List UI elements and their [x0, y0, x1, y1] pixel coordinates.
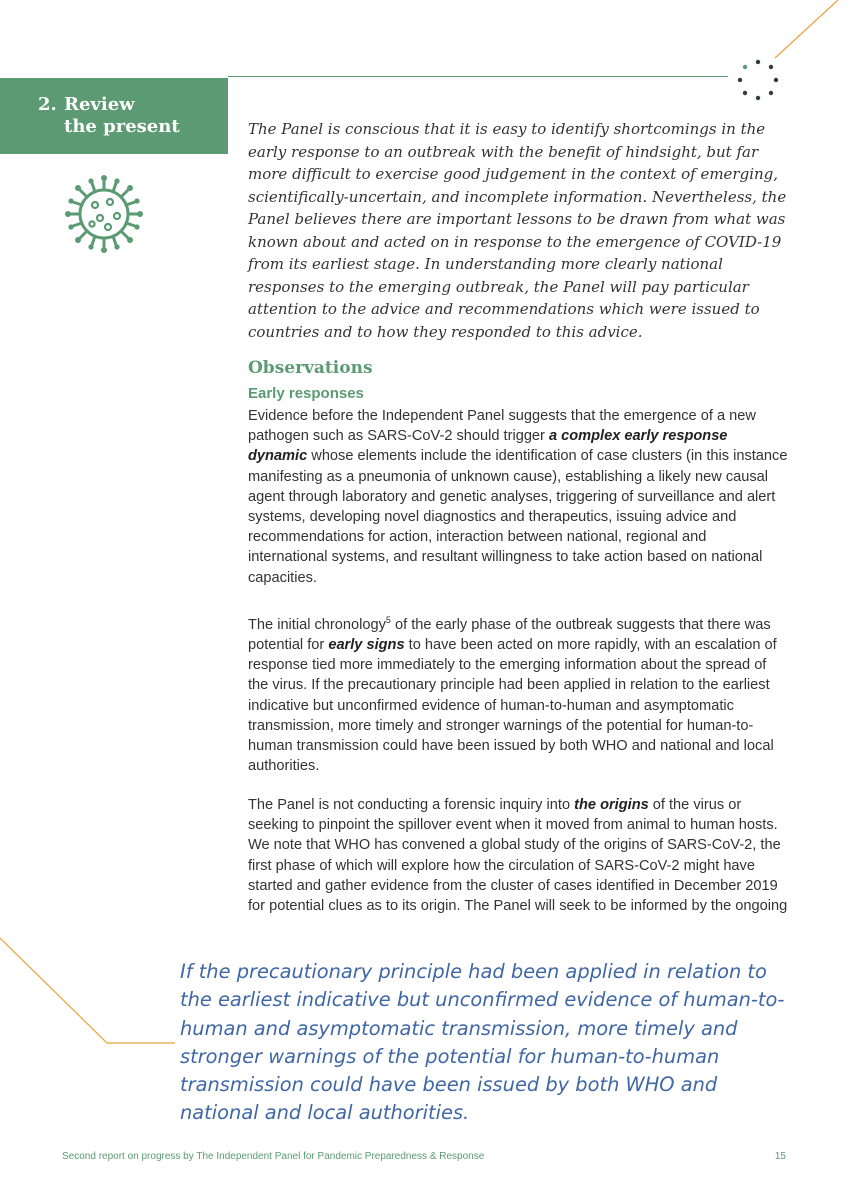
footnote-ref[interactable]: 5: [385, 615, 391, 625]
p1-text-c: whose elements include the identification of case clusters (in this instance manifesting as a pneumonia of unknown cause), establishing a likely new causal agent through laboratory and genetic analyses, triggering of surveillance and alert systems, developing novel diagnostics and therapeutics, issuing advice and recommendations for action, interaction between national, regional and international systems, and resultant willingness to take action based on national capacities.: [248, 448, 788, 586]
section-tab: [0, 78, 228, 154]
section-number: 2.: [38, 94, 57, 115]
early-responses-heading: Early responses: [248, 385, 364, 402]
p2-text-b: of the early phase of the outbreak suggests that there was potential for: [248, 616, 771, 654]
section-title-line2: the present: [64, 116, 180, 137]
header-rule: [228, 76, 728, 77]
p2-text-a: The initial chronology: [248, 616, 386, 633]
footer-text: Second report on progress by The Independent Panel for Pandemic Preparedness & Response: [62, 1151, 485, 1162]
p3-text-a: The Panel is not conducting a forensic inquiry into: [248, 797, 575, 813]
p3-text-c: of the virus or seeking to pinpoint the spillover event when it moved from animal to human hosts. We note that WHO has convened a global study of the origins of SARS-CoV-2, the first phase of which will explore how the circulation of SARS-CoV-2 might have started and gather evidence from the cluster of cases identified in December 2019 for potential clues as to its origin. The Panel will seek to be informed by the ongoing: [248, 797, 788, 915]
virus-icon: [62, 172, 146, 256]
page-number: 15: [774, 1151, 786, 1162]
page-footer: [62, 1151, 786, 1162]
body-paragraph-3: [248, 795, 788, 916]
observations-heading: Observations: [248, 358, 373, 378]
p3-emphasis: the origins: [574, 797, 649, 813]
section-title-line1: Review: [64, 94, 135, 115]
p2-emphasis: early signs: [328, 637, 405, 654]
intro-paragraph: The Panel is conscious that it is easy to identify shortcomings in the early response to an outbreak with the benefit of hindsight, but far more difficult to exercise good judgement in the context of emerging, scientifically-uncertain, and incomplete information. Nevertheless, the Panel believes there are important lessons to be drawn from what was known about and acted on in response to the emergence of COVID-19 from its earliest stage. In understanding more clearly national responses to the emerging outbreak, the Panel will pay particular attention to the advice and recommendations which were issued to countries and to how they responded to this advice.: [248, 120, 787, 341]
dots-circle-icon: [736, 58, 780, 102]
p2-text-d: to have been acted on more rapidly, with an escalation of response tied more immediately to the emerging information about the spread of the virus. If the precautionary principle had been applied in relation to the earliest indicative but unconfirmed evidence of human-to-human and asymptomatic transmission, more timely and stronger warnings of the potential for human-to-human transmission could have been issued by both WHO and national and local authorities.: [248, 637, 777, 775]
p1-text-a: Evidence before the Independent Panel suggests that the emergence of a new pathogen such as SARS-CoV-2 should trigger: [248, 408, 756, 445]
body-paragraph-1: [248, 406, 788, 588]
p1-emphasis: a complex early response dynamic: [248, 428, 728, 465]
pull-quote: If the precautionary principle had been applied in relation to the earliest indicative but unconfirmed evidence of human-to-human and asymptomatic transmission, more timely and stronger warnings of the potential for human-to-human transmission could have been issued by both WHO and national and local authorities.: [180, 960, 785, 1125]
body-paragraph-2: [248, 610, 788, 776]
